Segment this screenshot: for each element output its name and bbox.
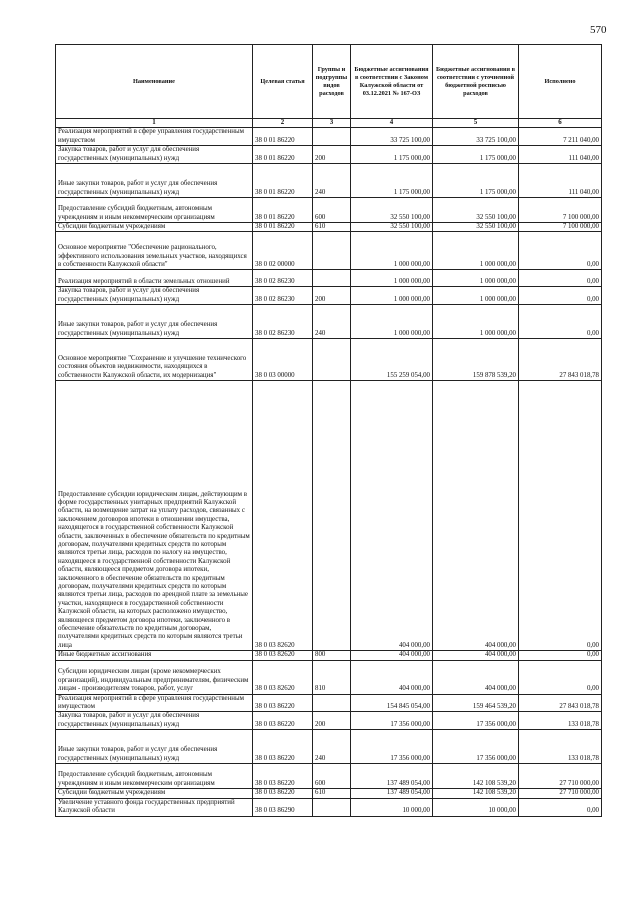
row-law-amount-cell: 1 000 000,00 xyxy=(351,287,433,305)
row-law-amount-cell: 32 550 100,00 xyxy=(351,198,433,223)
row-refined-amount-cell: 142 108 539,20 xyxy=(433,764,519,789)
row-group-cell: 240 xyxy=(313,730,351,764)
table-row xyxy=(56,764,602,789)
row-refined-amount-cell: 404 000,00 xyxy=(433,381,519,651)
row-group-cell: 600 xyxy=(313,764,351,789)
row-executed-amount-cell: 7 100 000,00 xyxy=(519,223,602,232)
row-group-cell: 610 xyxy=(313,789,351,798)
table-row xyxy=(56,712,602,730)
row-executed-amount-cell: 27 710 000,00 xyxy=(519,764,602,789)
row-law-amount-cell: 1 000 000,00 xyxy=(351,270,433,287)
row-name-cell: Закупка товаров, работ и услуг для обеспечения государственных (муниципальных) нужд xyxy=(56,146,253,164)
row-name-cell: Основное мероприятие "Сохранение и улучшение технического состояния объектов недвижимости, находящихся в собственности Калужской области, их модернизация" xyxy=(56,339,253,381)
row-law-amount-cell: 404 000,00 xyxy=(351,381,433,651)
row-target-code-cell: 38 0 03 86220 xyxy=(253,712,313,730)
row-refined-amount-cell: 1 000 000,00 xyxy=(433,232,519,270)
row-law-amount-cell: 32 550 100,00 xyxy=(351,223,433,232)
row-refined-amount-cell: 1 000 000,00 xyxy=(433,305,519,339)
row-target-code-cell: 38 0 03 00000 xyxy=(253,339,313,381)
row-refined-amount-cell: 142 108 539,20 xyxy=(433,789,519,798)
budget-table xyxy=(55,44,602,817)
table-row xyxy=(56,339,602,381)
header-name: Наименование xyxy=(56,45,253,119)
table-row xyxy=(56,223,602,232)
row-name-cell: Предоставление субсидий бюджетным, автономным учреждениям и иным некоммерческим организациям xyxy=(56,764,253,789)
row-target-code-cell: 38 0 01 86220 xyxy=(253,164,313,198)
row-executed-amount-cell: 111 040,00 xyxy=(519,146,602,164)
table-row xyxy=(56,198,602,223)
row-group-cell: 240 xyxy=(313,305,351,339)
row-refined-amount-cell: 1 000 000,00 xyxy=(433,270,519,287)
row-executed-amount-cell: 0,00 xyxy=(519,305,602,339)
row-executed-amount-cell: 7 211 040,00 xyxy=(519,128,602,146)
row-refined-amount-cell: 17 356 000,00 xyxy=(433,730,519,764)
row-refined-amount-cell: 33 725 100,00 xyxy=(433,128,519,146)
column-number: 4 xyxy=(351,119,433,128)
row-refined-amount-cell: 159 464 539,20 xyxy=(433,694,519,712)
row-executed-amount-cell: 111 040,00 xyxy=(519,164,602,198)
row-name-cell: Иные бюджетные ассигнования xyxy=(56,651,253,660)
row-executed-amount-cell: 7 100 000,00 xyxy=(519,198,602,223)
row-name-cell: Предоставление субсидий бюджетным, автономным учреждениям и иным некоммерческим организациям xyxy=(56,198,253,223)
table-row xyxy=(56,381,602,651)
row-target-code-cell: 38 0 02 86230 xyxy=(253,270,313,287)
column-number: 3 xyxy=(313,119,351,128)
row-group-cell: 610 xyxy=(313,223,351,232)
table-row xyxy=(56,146,602,164)
row-group-cell: 200 xyxy=(313,287,351,305)
row-executed-amount-cell: 27 843 018,78 xyxy=(519,694,602,712)
row-refined-amount-cell: 404 000,00 xyxy=(433,651,519,660)
row-name-cell: Иные закупки товаров, работ и услуг для обеспечения государственных (муниципальных) нужд xyxy=(56,730,253,764)
row-target-code-cell: 38 0 02 86230 xyxy=(253,287,313,305)
row-group-cell xyxy=(313,270,351,287)
row-law-amount-cell: 404 000,00 xyxy=(351,660,433,694)
row-refined-amount-cell: 1 175 000,00 xyxy=(433,164,519,198)
column-number: 1 xyxy=(56,119,253,128)
row-name-cell: Реализация мероприятий в области земельных отношений xyxy=(56,270,253,287)
row-group-cell: 810 xyxy=(313,660,351,694)
row-group-cell xyxy=(313,339,351,381)
row-group-cell: 240 xyxy=(313,164,351,198)
row-name-cell: Предоставление субсидии юридическим лицам, действующим в форме государственных унитарных предприятий Калужской области, на возмещение затрат на уплату расходов, связанных с заключением договоров ипотеки в отношении имущества, находящегося в государственной собственности Калужской области, заключенных в обеспечение обязательств по кредитным договорам, получателями кредитных средств по которым являются третьи лица, расходов по налогу на имущество, находящееся в государственной собственности Калужской области, являющееся предметом договора ипотеки, заключенного в обеспечение обязательств по кредитным договорам, получателями кредитных средств по которым являются третьи лица, расходов по арендной плате за земельные участки, находящиеся в государственной собственности Калужской области, на которых расположено имущество, являющееся предметом договора ипотеки, заключенного в обеспечение обязательств по кредитным договорам, получателями кредитных средств по которым являются третьи лица xyxy=(56,381,253,651)
row-refined-amount-cell: 10 000,00 xyxy=(433,798,519,816)
column-number: 6 xyxy=(519,119,602,128)
row-target-code-cell: 38 0 03 86220 xyxy=(253,764,313,789)
row-name-cell: Закупка товаров, работ и услуг для обеспечения государственных (муниципальных) нужд xyxy=(56,712,253,730)
row-target-code-cell: 38 0 03 86220 xyxy=(253,730,313,764)
row-target-code-cell: 38 0 03 86220 xyxy=(253,694,313,712)
row-name-cell: Основное мероприятие "Обеспечение рационального, эффективного использования земельных участков, находящихся в собственности Калужской области" xyxy=(56,232,253,270)
row-target-code-cell: 38 0 01 86220 xyxy=(253,128,313,146)
row-name-cell: Иные закупки товаров, работ и услуг для обеспечения государственных (муниципальных) нужд xyxy=(56,164,253,198)
row-target-code-cell: 38 0 03 82620 xyxy=(253,381,313,651)
row-law-amount-cell: 404 000,00 xyxy=(351,651,433,660)
row-executed-amount-cell: 0,00 xyxy=(519,798,602,816)
row-executed-amount-cell: 0,00 xyxy=(519,287,602,305)
table-row xyxy=(56,128,602,146)
row-law-amount-cell: 155 259 054,00 xyxy=(351,339,433,381)
row-name-cell: Субсидии бюджетным учреждениям xyxy=(56,223,253,232)
row-name-cell: Субсидии бюджетным учреждениям xyxy=(56,789,253,798)
row-executed-amount-cell: 27 843 018,78 xyxy=(519,339,602,381)
table-row xyxy=(56,730,602,764)
header-refined: Бюджетные ассигнования в соответствии с уточненной бюджетной росписью расходов xyxy=(433,45,519,119)
table-header-row xyxy=(56,45,602,119)
row-target-code-cell: 38 0 03 86290 xyxy=(253,798,313,816)
table-row xyxy=(56,305,602,339)
row-executed-amount-cell: 0,00 xyxy=(519,232,602,270)
row-executed-amount-cell: 0,00 xyxy=(519,651,602,660)
row-law-amount-cell: 33 725 100,00 xyxy=(351,128,433,146)
row-name-cell: Иные закупки товаров, работ и услуг для обеспечения государственных (муниципальных) нужд xyxy=(56,305,253,339)
row-law-amount-cell: 1 175 000,00 xyxy=(351,146,433,164)
row-law-amount-cell: 10 000,00 xyxy=(351,798,433,816)
row-group-cell: 600 xyxy=(313,198,351,223)
row-law-amount-cell: 1 000 000,00 xyxy=(351,305,433,339)
row-target-code-cell: 38 0 01 86220 xyxy=(253,223,313,232)
row-refined-amount-cell: 17 356 000,00 xyxy=(433,712,519,730)
row-law-amount-cell: 17 356 000,00 xyxy=(351,712,433,730)
row-target-code-cell: 38 0 03 82620 xyxy=(253,651,313,660)
row-refined-amount-cell: 1 000 000,00 xyxy=(433,287,519,305)
row-refined-amount-cell: 32 550 100,00 xyxy=(433,223,519,232)
row-group-cell: 200 xyxy=(313,712,351,730)
row-refined-amount-cell: 32 550 100,00 xyxy=(433,198,519,223)
row-refined-amount-cell: 1 175 000,00 xyxy=(433,146,519,164)
table-row xyxy=(56,660,602,694)
header-executed: Исполнено xyxy=(519,45,602,119)
row-law-amount-cell: 17 356 000,00 xyxy=(351,730,433,764)
row-law-amount-cell: 1 000 000,00 xyxy=(351,232,433,270)
row-executed-amount-cell: 0,00 xyxy=(519,270,602,287)
row-name-cell: Закупка товаров, работ и услуг для обеспечения государственных (муниципальных) нужд xyxy=(56,287,253,305)
row-group-cell xyxy=(313,798,351,816)
row-law-amount-cell: 137 489 054,00 xyxy=(351,789,433,798)
page-number: 570 xyxy=(590,24,607,36)
column-number: 2 xyxy=(253,119,313,128)
row-law-amount-cell: 154 845 054,00 xyxy=(351,694,433,712)
row-executed-amount-cell: 133 018,78 xyxy=(519,712,602,730)
row-name-cell: Увеличение уставного фонда государственных предприятий Калужской области xyxy=(56,798,253,816)
table-row xyxy=(56,270,602,287)
row-group-cell xyxy=(313,232,351,270)
row-executed-amount-cell: 0,00 xyxy=(519,660,602,694)
column-number: 5 xyxy=(433,119,519,128)
row-executed-amount-cell: 133 018,78 xyxy=(519,730,602,764)
table-row xyxy=(56,232,602,270)
row-executed-amount-cell: 27 710 000,00 xyxy=(519,789,602,798)
row-group-cell xyxy=(313,381,351,651)
row-group-cell xyxy=(313,694,351,712)
row-target-code-cell: 38 0 02 86230 xyxy=(253,305,313,339)
row-name-cell: Субсидии юридическим лицам (кроме некоммерческих организаций), индивидуальным предпринимателям, физическим лицам - производителям товаров, работ, услуг xyxy=(56,660,253,694)
row-executed-amount-cell: 0,00 xyxy=(519,381,602,651)
row-target-code-cell: 38 0 01 86220 xyxy=(253,146,313,164)
row-law-amount-cell: 1 175 000,00 xyxy=(351,164,433,198)
row-law-amount-cell: 137 489 054,00 xyxy=(351,764,433,789)
row-group-cell: 200 xyxy=(313,146,351,164)
table-row xyxy=(56,694,602,712)
header-target: Целевая статья xyxy=(253,45,313,119)
header-groups: Группы и подгруппы видов расходов xyxy=(313,45,351,119)
table-row xyxy=(56,164,602,198)
row-group-cell: 800 xyxy=(313,651,351,660)
table-row xyxy=(56,789,602,798)
row-name-cell: Реализация мероприятий в сфере управления государственным имуществом xyxy=(56,694,253,712)
table-row xyxy=(56,798,602,816)
row-target-code-cell: 38 0 03 86220 xyxy=(253,789,313,798)
row-name-cell: Реализация мероприятий в сфере управления государственным имуществом xyxy=(56,128,253,146)
row-refined-amount-cell: 404 000,00 xyxy=(433,660,519,694)
header-law: Бюджетные ассигнования в соответствии с Законом Калужской области от 03.12.2021 № 167-ОЗ xyxy=(351,45,433,119)
row-target-code-cell: 38 0 03 82620 xyxy=(253,660,313,694)
table-row xyxy=(56,287,602,305)
column-number-row xyxy=(56,119,602,128)
table-body xyxy=(56,119,602,817)
row-group-cell xyxy=(313,128,351,146)
row-target-code-cell: 38 0 01 86220 xyxy=(253,198,313,223)
table-row xyxy=(56,651,602,660)
row-refined-amount-cell: 159 878 539,20 xyxy=(433,339,519,381)
row-target-code-cell: 38 0 02 00000 xyxy=(253,232,313,270)
